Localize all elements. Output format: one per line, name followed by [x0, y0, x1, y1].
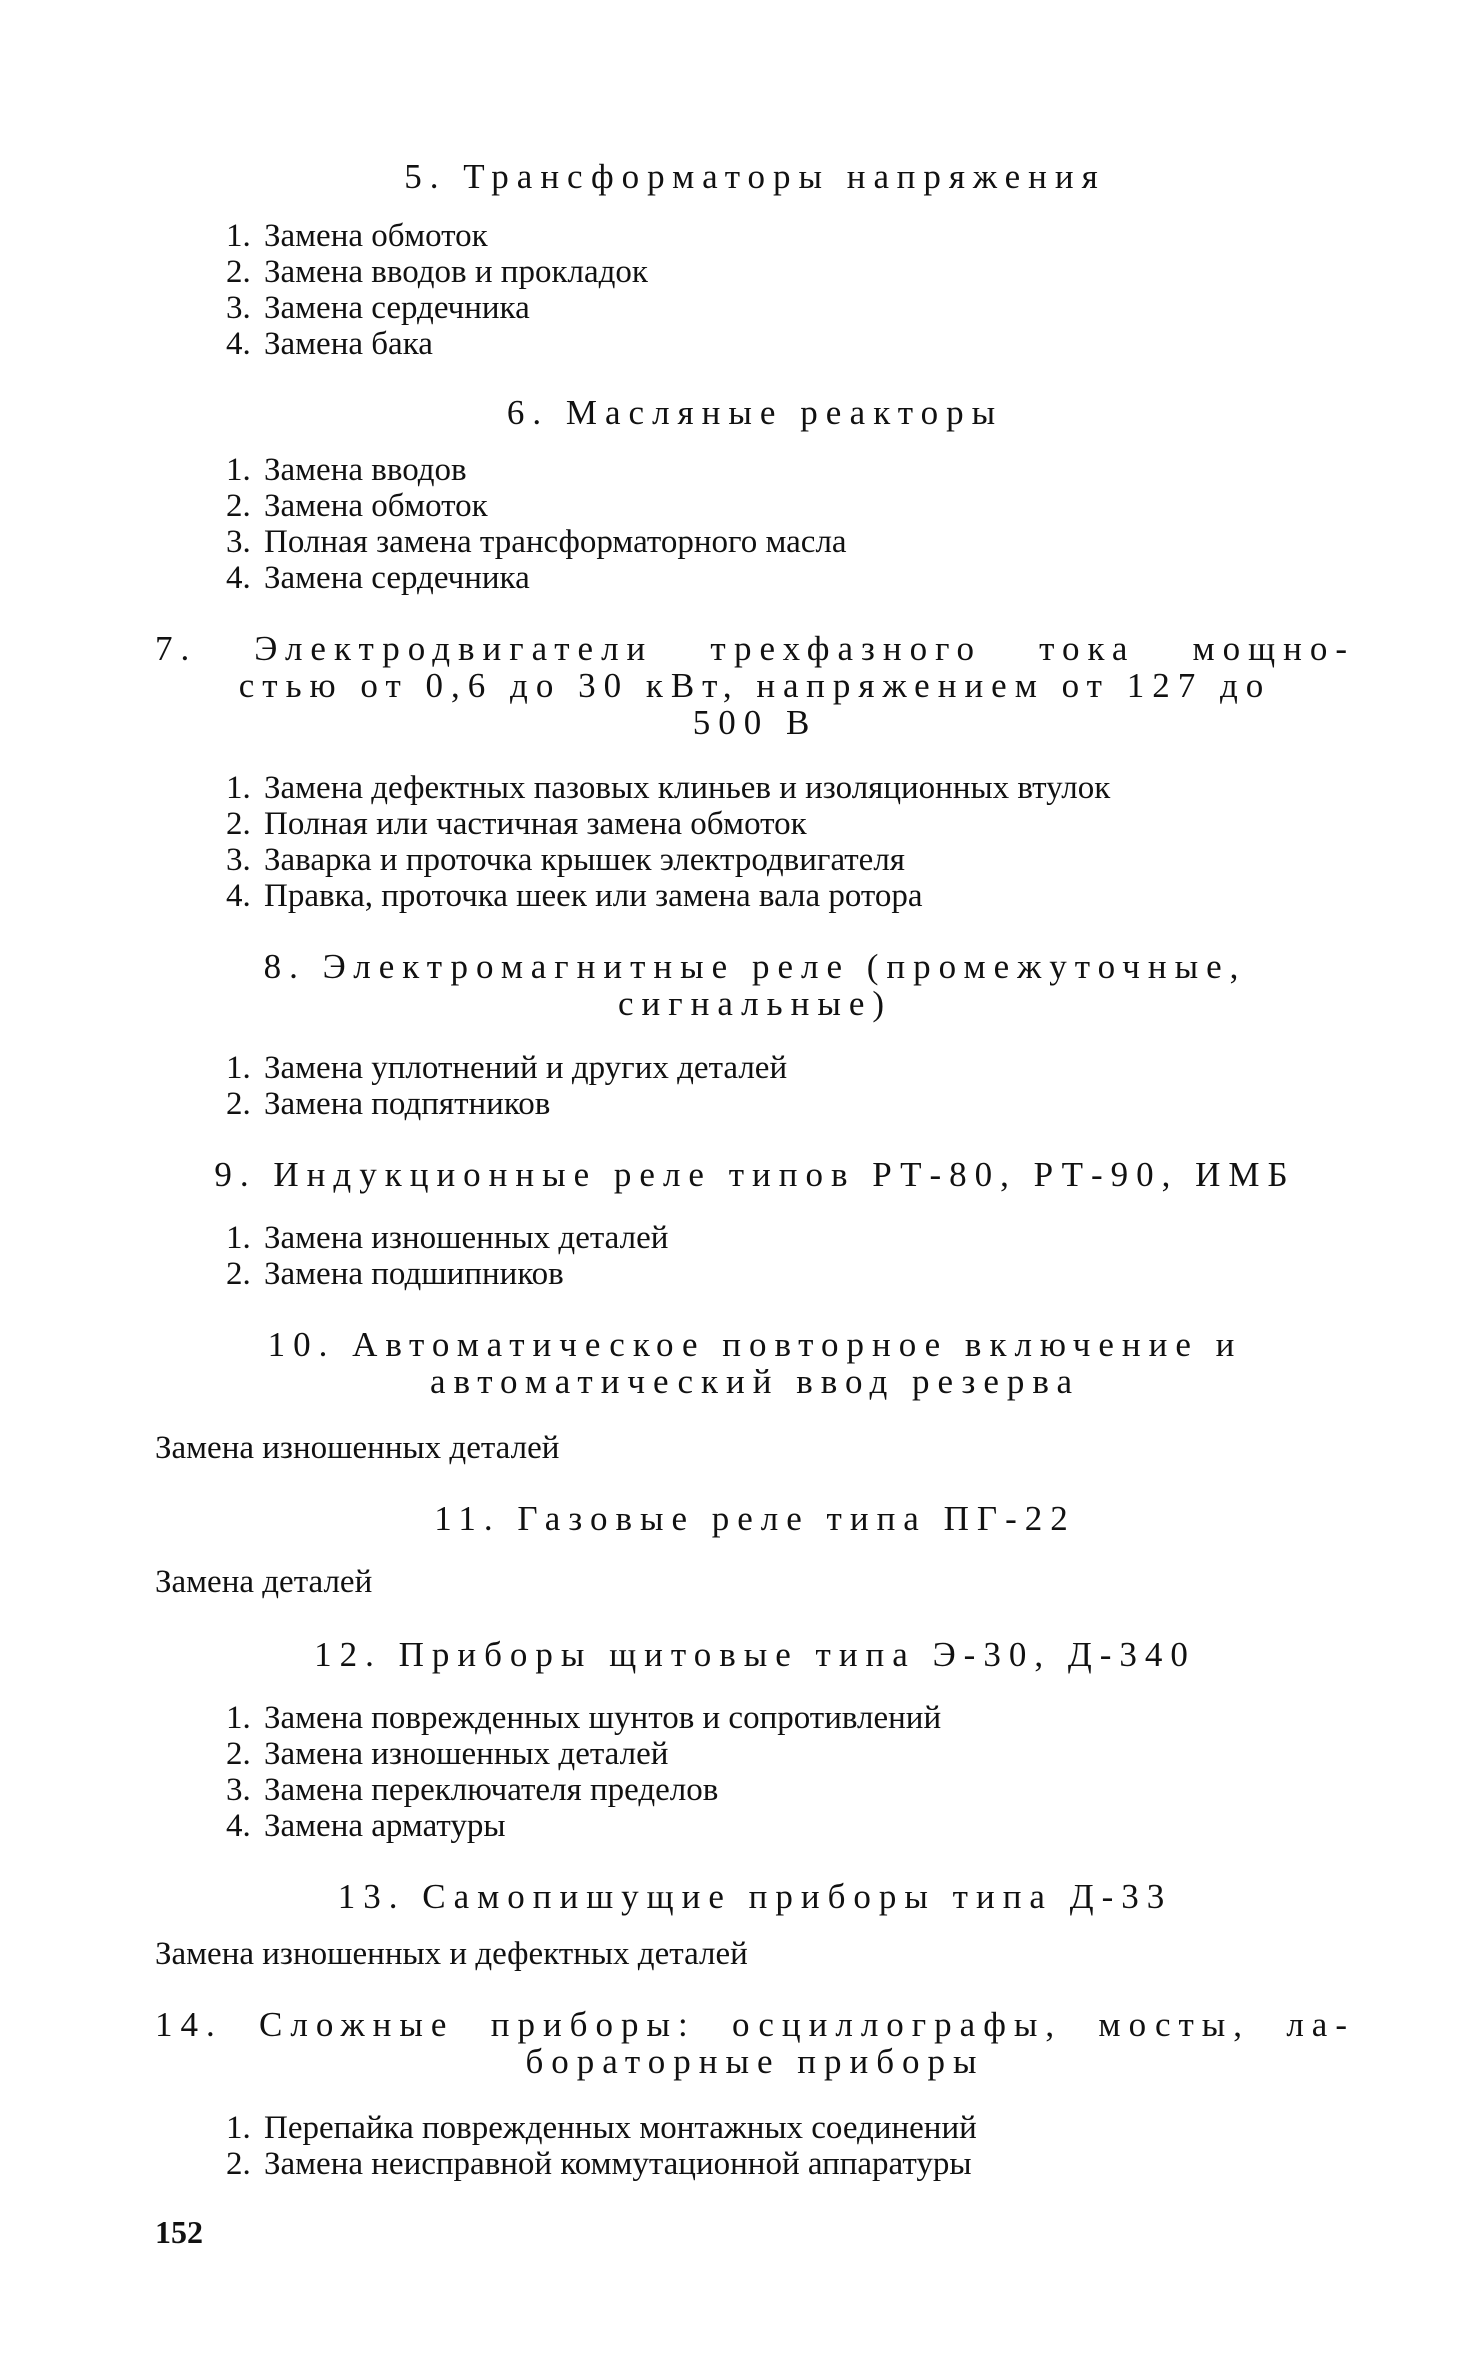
list-item	[226, 1700, 941, 1736]
item-number: 3.	[226, 842, 251, 878]
heading-line: автоматический ввод резерва	[430, 1362, 1080, 1401]
list-item	[226, 878, 923, 914]
item-text: Замена вводов и прокладок	[264, 254, 648, 290]
item-number: 1.	[226, 1220, 251, 1256]
section-heading	[155, 1500, 1355, 1537]
list-item	[226, 290, 530, 326]
list-item	[226, 2146, 972, 2182]
list-item	[226, 1256, 564, 1292]
section-text: Замена изношенных деталей	[155, 1430, 560, 1466]
item-number: 2.	[226, 254, 251, 290]
section-heading	[155, 158, 1355, 195]
item-number: 4.	[226, 560, 251, 596]
section-heading	[155, 948, 1355, 1022]
list-item	[226, 1808, 506, 1844]
heading-line: 12. Приборы щитовые типа Э-30, Д-340	[314, 1635, 1196, 1674]
heading-line: 5. Трансформаторы напряжения	[404, 157, 1106, 196]
section-heading	[155, 630, 1355, 741]
list-item	[226, 806, 807, 842]
heading-line: 8. Электромагнитные реле (промежуточные,	[263, 947, 1247, 986]
heading-line: 10. Автоматическое повторное включение и	[267, 1325, 1243, 1364]
section-heading	[155, 1156, 1355, 1193]
item-number: 1.	[226, 1700, 251, 1736]
item-number: 1.	[226, 218, 251, 254]
item-number: 1.	[226, 1050, 251, 1086]
item-text: Замена уплотнений и других деталей	[264, 1050, 788, 1086]
list-item	[226, 488, 488, 524]
item-text: Замена обмоток	[264, 488, 488, 524]
item-number: 2.	[226, 806, 251, 842]
section-heading	[155, 1326, 1355, 1400]
list-item	[226, 560, 530, 596]
item-number: 3.	[226, 524, 251, 560]
item-text: Перепайка поврежденных монтажных соединений	[264, 2110, 977, 2146]
heading-line: 9. Индукционные реле типов РТ-80, РТ-90, ИМБ	[214, 1155, 1296, 1194]
item-number: 4.	[226, 1808, 251, 1844]
list-item	[226, 1050, 787, 1086]
item-text: Замена подшипников	[264, 1256, 564, 1292]
section-heading	[155, 2006, 1355, 2080]
item-number: 2.	[226, 488, 251, 524]
item-text: Замена обмоток	[264, 218, 488, 254]
section-text: Замена изношенных и дефектных деталей	[155, 1936, 748, 1972]
heading-line: 6. Масляные реакторы	[506, 393, 1004, 432]
item-number: 1.	[226, 770, 251, 806]
list-item	[226, 1772, 718, 1808]
heading-line: 14. Сложные приборы: осциллографы, мосты, ла-	[155, 2005, 1355, 2044]
item-text: Заварка и проточка крышек электродвигателя	[264, 842, 905, 878]
item-text: Замена поврежденных шунтов и сопротивлений	[264, 1700, 942, 1736]
item-text: Замена сердечника	[264, 560, 530, 596]
section-heading	[155, 394, 1355, 431]
list-item	[226, 1220, 668, 1256]
heading-line: 7. Электродвигатели трехфазного тока мощно-	[155, 629, 1355, 668]
section-heading	[155, 1878, 1355, 1915]
list-item	[226, 2110, 977, 2146]
heading-line: 13. Самопишущие приборы типа Д-33	[337, 1877, 1173, 1916]
item-text: Замена переключателя пределов	[264, 1772, 719, 1808]
item-text: Замена подпятников	[264, 1086, 551, 1122]
list-item	[226, 770, 1110, 806]
item-number: 2.	[226, 2146, 251, 2182]
list-item	[226, 326, 433, 362]
item-number: 3.	[226, 290, 251, 326]
heading-line: 11. Газовые реле типа ПГ-22	[434, 1499, 1076, 1538]
heading-line: 500 В	[692, 703, 818, 742]
item-number: 2.	[226, 1256, 251, 1292]
list-item	[226, 524, 847, 560]
item-number: 2.	[226, 1086, 251, 1122]
item-text: Правка, проточка шеек или замена вала ротора	[264, 878, 923, 914]
item-text: Замена изношенных деталей	[264, 1736, 669, 1772]
heading-line: сигнальные)	[617, 984, 893, 1023]
item-number: 2.	[226, 1736, 251, 1772]
item-text: Замена арматуры	[264, 1808, 506, 1844]
item-text: Замена изношенных деталей	[264, 1220, 669, 1256]
item-number: 3.	[226, 1772, 251, 1808]
list-item	[226, 1086, 550, 1122]
heading-line: стью от 0,6 до 30 кВт, напряжением от 127 до	[238, 666, 1272, 705]
item-text: Замена бака	[264, 326, 433, 362]
item-number: 4.	[226, 326, 251, 362]
list-item	[226, 452, 467, 488]
page-number: 152	[155, 2214, 203, 2250]
item-text: Полная замена трансформаторного масла	[264, 524, 847, 560]
item-number: 4.	[226, 878, 251, 914]
section-text: Замена деталей	[155, 1564, 373, 1600]
item-text: Замена сердечника	[264, 290, 530, 326]
list-item	[226, 218, 488, 254]
item-text: Полная или частичная замена обмоток	[264, 806, 807, 842]
list-item	[226, 254, 648, 290]
list-item	[226, 1736, 668, 1772]
item-text: Замена дефектных пазовых клиньев и изоляционных втулок	[264, 770, 1111, 806]
item-number: 1.	[226, 2110, 251, 2146]
item-text: Замена вводов	[264, 452, 467, 488]
section-heading	[155, 1636, 1355, 1673]
item-text: Замена неисправной коммутационной аппаратуры	[264, 2146, 972, 2182]
item-number: 1.	[226, 452, 251, 488]
list-item	[226, 842, 905, 878]
heading-line: бораторные приборы	[525, 2042, 985, 2081]
